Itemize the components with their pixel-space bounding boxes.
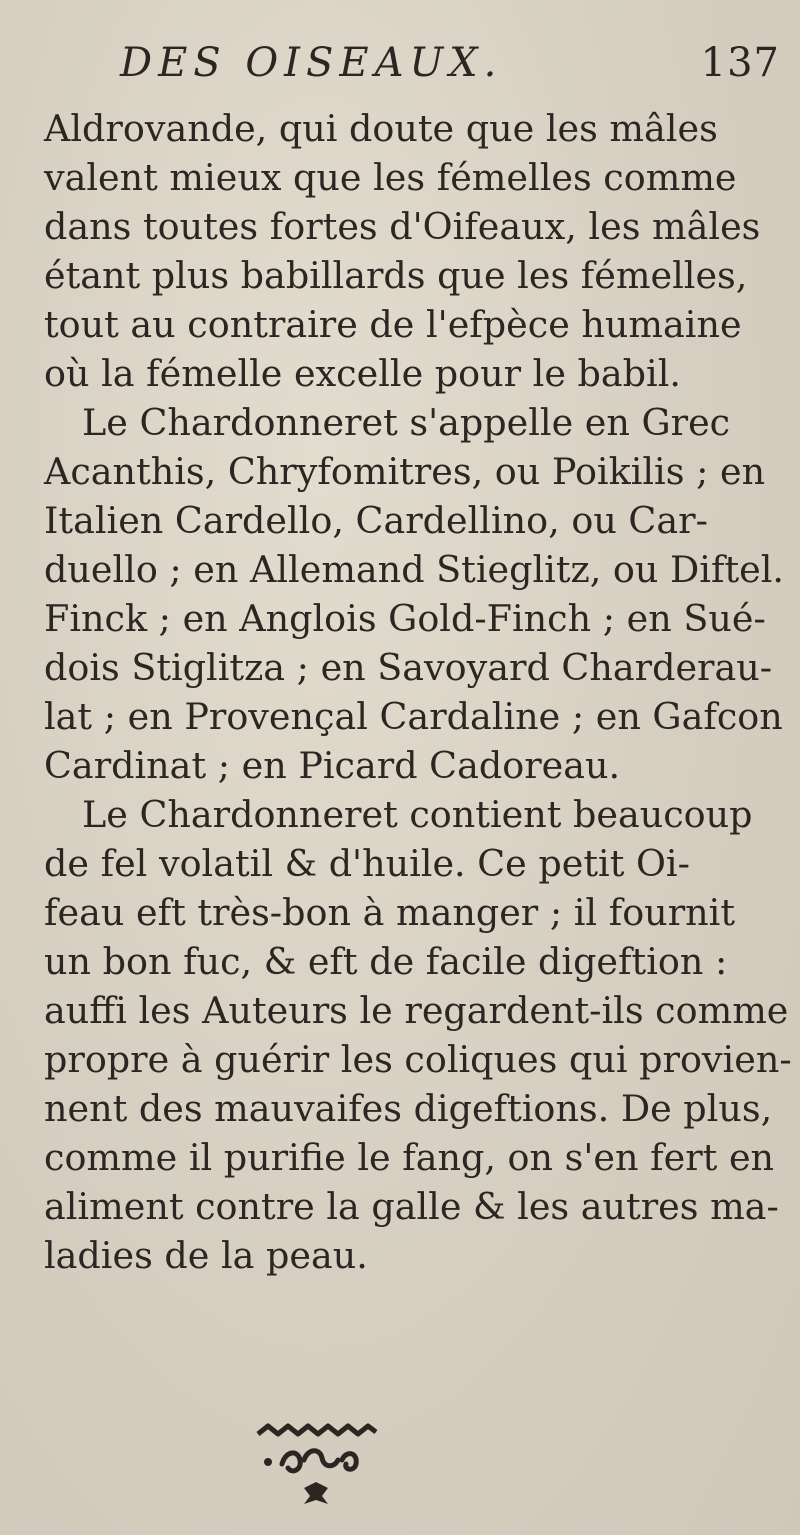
text-line: Finck ; en Anglois Gold-Finch ; en Sué- bbox=[44, 597, 766, 640]
text-line: aliment contre la galle & les autres ma- bbox=[44, 1185, 779, 1228]
paragraph-2 bbox=[44, 398, 784, 790]
text-line: propre à guérir les coliques qui provien- bbox=[44, 1038, 792, 1081]
running-header bbox=[120, 40, 780, 100]
paragraph-1 bbox=[44, 104, 774, 398]
text-line: Le Chardonneret s'appelle en Grec bbox=[82, 401, 731, 444]
text-line: dans toutes fortes d'Oifeaux, les mâles bbox=[44, 205, 761, 248]
text-line: étant plus babillards que les fémelles, bbox=[44, 254, 748, 297]
text-line: valent mieux que les fémelles comme bbox=[44, 156, 737, 199]
text-line: dois Stiglitza ; en Savoyard Charderau- bbox=[44, 646, 773, 689]
text-line: feau eft très-bon à manger ; il fournit bbox=[44, 891, 735, 934]
text-line: Aldrovande, qui doute que les mâles bbox=[44, 107, 718, 150]
text-line: Italien Cardello, Cardellino, ou Car- bbox=[44, 499, 708, 542]
body-text bbox=[44, 104, 792, 1280]
fleuron-icon bbox=[246, 1420, 386, 1510]
text-line: lat ; en Provençal Cardaline ; en Gafcon bbox=[44, 695, 783, 738]
text-line: duello ; en Allemand Stieglitz, ou Diftel. bbox=[44, 548, 784, 591]
text-line: où la fémelle excelle pour le babil. bbox=[44, 352, 681, 395]
text-line: tout au contraire de l'efpèce humaine bbox=[44, 303, 742, 346]
text-line: un bon fuc, & eft de facile digeftion : bbox=[44, 940, 728, 983]
text-line: de fel volatil & d'huile. Ce petit Oi- bbox=[44, 842, 690, 885]
fleuron-ornament bbox=[246, 1420, 386, 1510]
page-number: 137 bbox=[700, 40, 780, 86]
text-line: Acanthis, Chryfomitres, ou Poikilis ; en bbox=[44, 450, 766, 493]
text-line: nent des mauvaifes digeftions. De plus, bbox=[44, 1087, 773, 1130]
text-line: auffi les Auteurs le regardent-ils comme bbox=[44, 989, 789, 1032]
text-line: ladies de la peau. bbox=[44, 1234, 368, 1277]
text-line: Cardinat ; en Picard Cadoreau. bbox=[44, 744, 621, 787]
text-line: comme il purifie le fang, on s'en fert en bbox=[44, 1136, 775, 1179]
text-line: Le Chardonneret contient beaucoup bbox=[82, 793, 753, 836]
paragraph-3 bbox=[44, 790, 792, 1280]
running-title: DES OISEAUX. bbox=[120, 40, 503, 86]
